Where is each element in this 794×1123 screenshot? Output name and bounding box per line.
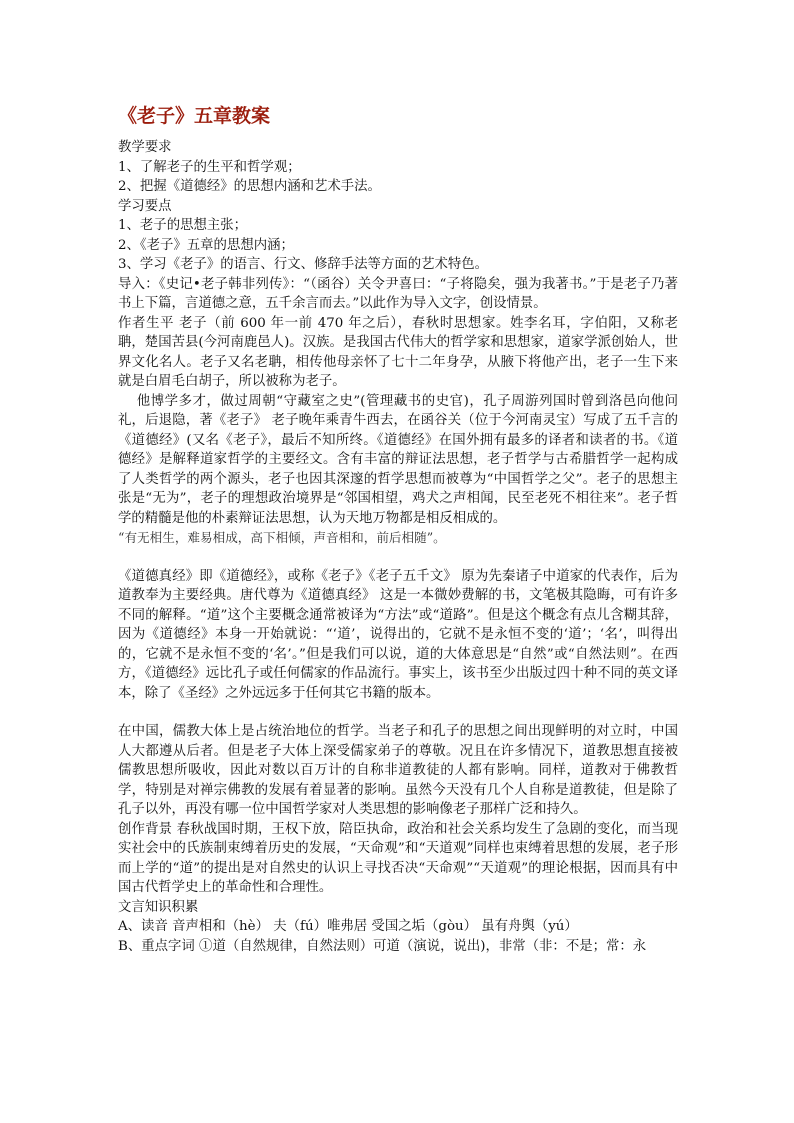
section-heading-knowledge: 文言知识积累 <box>118 899 199 915</box>
author-bio-paragraph: 作者生平 老子（前 600 年一前 470 年之后），春秋时思想家。姓李名耳，字伯阳，又称老聃，楚国苦县(今河南鹿邑人)。汉族。是我国古代伟大的哲学家和思想家，道家学派创始人，世界文化名人。老子又名老聃，相传他母亲怀了七十二年身孕，从腋下将他产出，老子一生下来就是白眉毛白胡子，所以被称为老子。 <box>118 315 678 389</box>
intro-paragraph: 导入：《史记•老子韩非列传》：“（函谷）关令尹喜曰：“子将隐矣，强为我著书。”于是老子乃著书上下篇，言道德之意，五千余言而去。”以此作为导入文字，创设情景。 <box>118 276 678 311</box>
author-bio-paragraph-2: 他博学多才，做过周朝“守藏室之史”(管理藏书的史官)，孔子周游列国时曾到洛邑向他问礼，后退隐，著《老子》 老子晚年乘青牛西去，在函谷关（位于今河南灵宝）写成了五千言的《道德经》(又名《老子》，最后不知所终。《道德经》在国外拥有最多的译者和读者的书。《道德经》是解释道家哲学的主要经文。含有丰富的辩证法思想，老子哲学与古希腊哲学一起构成了人类哲学的两个源头，老子也因其深邃的哲学思想而被尊为“中国哲学之父”。老子的思想主张是“无为”，老子的理想政治境界是“邻国相望，鸡犬之声相闻，民至老死不相往来”。老子哲学的精髓是他的朴素辩证法思想，认为天地万物都是相反相成的。 <box>118 393 678 526</box>
key-point-item: 1、老子的思想主张； <box>118 218 248 233</box>
knowledge-item-a: A、读音 音声相和（hè） 夫（fú）唯弗居 受国之垢（gòu） 虽有舟舆（yú） <box>118 919 578 934</box>
key-point-item: 3、学习《老子》的语言、行文、修辞手法等方面的艺术特色。 <box>118 257 489 272</box>
author-quote: “有无相生，难易相成，高下相倾，声音相和，前后相随”。 <box>118 530 446 545</box>
knowledge-item-b: B、重点字词 ①道（自然规律，自然法则）可道（演说，说出)，非常（非：不是；常：永 <box>118 938 647 954</box>
document-title: 《老子》五章教案 <box>118 105 271 127</box>
daodejing-paragraph: 《道德真经》即《道德经》，或称《老子》《老子五千文》 原为先秦诸子中道家的代表作，后为道教奉为主要经典。唐代尊为《道德真经》 这是一本微妙费解的书，文笔极其隐晦，可有许多不同的解释。“道”这个主要概念通常被译为“方法”或“道路”。但是这个概念有点儿含糊其辞，因为《道德经》本身一开始就说：“‘道’，说得出的，它就不是永恒不变的‘道’；‘名’，叫得出的，它就不是永恒不变的‘名’。”但是我们可以说，道的大体意思是“自然”或“自然法则”。在西方，《道德经》远比孔子或任何儒家的作品流行。事实上，该书至少出版过四十种不同的英文译本，除了《圣经》之外远远多于任何其它书籍的版本。 <box>118 568 678 701</box>
requirement-item: 1、了解老子的生平和哲学观； <box>118 159 301 175</box>
background-paragraph: 创作背景 春秋战国时期，王权下放，陪臣执命，政治和社会关系均发生了急剧的变化，而当现实社会中的氏族制束缚着历史的发展，“天命观”和“天道观”同样也束缚着思想的发展，老子形而上学的“道”的提出是对自然史的认识上寻找否决“天命观”“天道观”的理论根据，因而具有中国古代哲学史上的革命性和合理性。 <box>118 821 678 895</box>
document-page <box>118 104 678 956</box>
paragraph-gap <box>118 548 678 567</box>
section-heading-requirements: 教学要求 <box>118 140 172 155</box>
key-point-item: 2、《老子》五章的思想内涵； <box>118 237 294 253</box>
paragraph-gap <box>118 703 678 722</box>
section-heading-key-points: 学习要点 <box>118 198 172 214</box>
requirement-item: 2、把握《道德经》的思想内涵和艺术手法。 <box>118 179 381 194</box>
china-paragraph: 在中国，儒教大体上是占统治地位的哲学。当老子和孔子的思想之间出现鲜明的对立时，中国人大都遵从后者。但是老子大体上深受儒家弟子的尊敬。况且在许多情况下，道教思想直接被儒教思想所吸收，因此对数以百万计的自称非道教徒的人都有影响。同样，道教对于佛教哲学，特别是对禅宗佛教的发展有着显著的影响。虽然今天没有几个人自称是道教徒，但是除了孔子以外，再没有哪一位中国哲学家对人类思想的影响像老子那样广泛和持久。 <box>118 724 678 817</box>
